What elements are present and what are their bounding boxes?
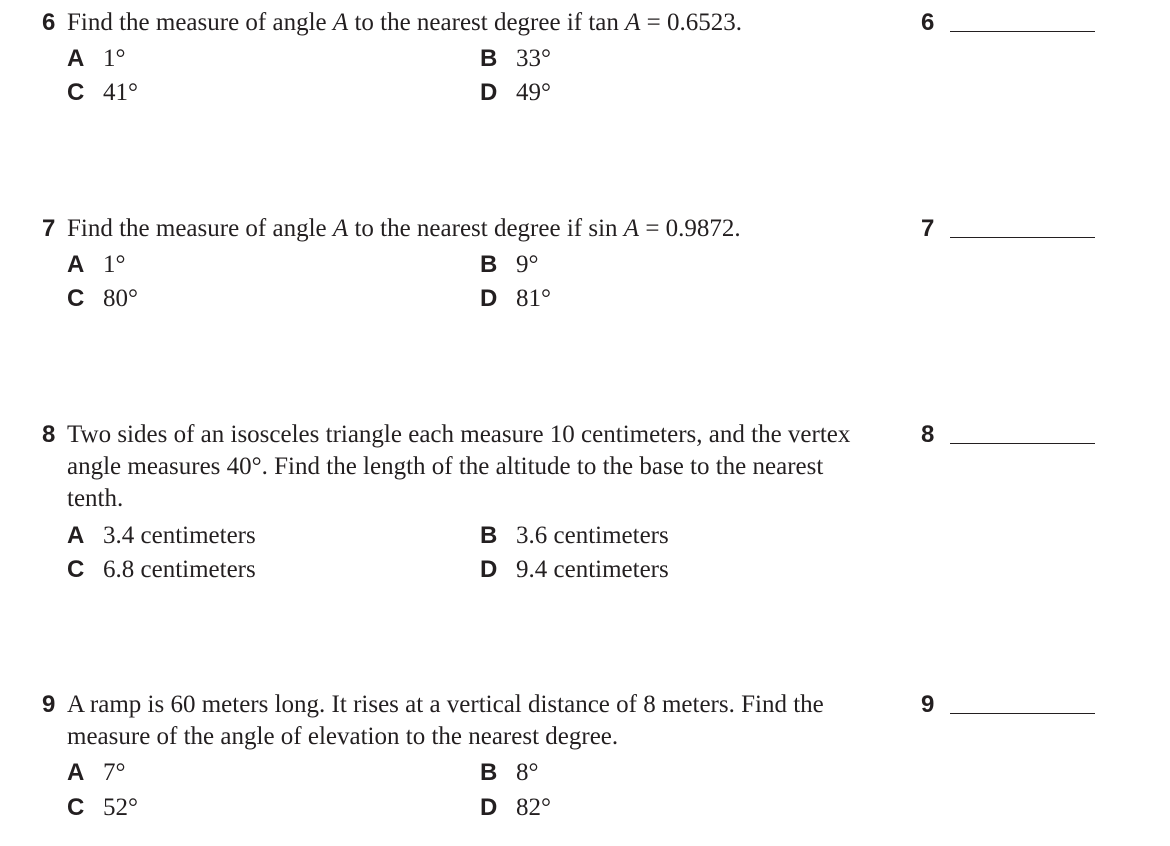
question-text: Two sides of an isosceles triangle each measure 10 centimeters, and the vertex angle measures 40°. Find the length of the altitude to the base to the nearest tenth. bbox=[67, 421, 851, 512]
choice-value: 3.4 centimeters bbox=[103, 522, 256, 549]
choice-letter: D bbox=[480, 79, 498, 106]
choice-value: 52° bbox=[103, 794, 138, 821]
choice-a bbox=[67, 249, 126, 281]
choice-b bbox=[480, 249, 539, 281]
question-text: Find the measure of angle A to the nearest degree if tan A = 0.6523. bbox=[67, 9, 743, 36]
choice-a bbox=[67, 43, 126, 75]
choice-d bbox=[480, 283, 551, 315]
choice-value: 7° bbox=[103, 759, 126, 786]
question-text: A ramp is 60 meters long. It rises at a vertical distance of 8 meters. Find the measure of the angle of elevation to the nearest degree. bbox=[67, 691, 824, 750]
choice-b bbox=[480, 757, 539, 789]
choice-value: 9° bbox=[516, 251, 539, 278]
question-6 bbox=[42, 7, 1152, 117]
choice-value: 41° bbox=[103, 79, 138, 106]
choice-letter: C bbox=[67, 79, 85, 106]
question-7 bbox=[42, 213, 1152, 323]
choice-letter: C bbox=[67, 556, 85, 583]
angle-variable: A bbox=[623, 215, 640, 242]
choice-value: 9.4 centimeters bbox=[516, 556, 669, 583]
choice-c bbox=[67, 77, 138, 109]
choice-value: 1° bbox=[103, 251, 126, 278]
choice-value: 33° bbox=[516, 45, 551, 72]
choice-c bbox=[67, 283, 138, 315]
choice-letter: B bbox=[480, 759, 498, 786]
choice-letter: B bbox=[480, 251, 498, 278]
question-number: 8 bbox=[42, 421, 56, 448]
choice-d bbox=[480, 554, 669, 586]
choice-letter: A bbox=[67, 759, 85, 786]
choice-c bbox=[67, 554, 256, 586]
choice-letter: A bbox=[67, 251, 85, 278]
choice-d bbox=[480, 77, 551, 109]
question-text: Find the measure of angle A to the nearest degree if sin A = 0.9872. bbox=[67, 215, 741, 242]
answer-blank[interactable] bbox=[950, 713, 1095, 714]
choice-b bbox=[480, 43, 551, 75]
choice-c bbox=[67, 792, 138, 824]
answer-blank[interactable] bbox=[950, 237, 1095, 238]
choice-value: 1° bbox=[103, 45, 126, 72]
choice-letter: C bbox=[67, 285, 85, 312]
choice-letter: D bbox=[480, 556, 498, 583]
choice-letter: B bbox=[480, 45, 498, 72]
choice-letter: C bbox=[67, 794, 85, 821]
choice-letter: A bbox=[67, 45, 85, 72]
choice-value: 82° bbox=[516, 794, 551, 821]
choice-letter: D bbox=[480, 794, 498, 821]
choice-value: 49° bbox=[516, 79, 551, 106]
angle-variable: A bbox=[625, 9, 641, 36]
choice-value: 81° bbox=[516, 285, 551, 312]
question-8 bbox=[42, 419, 1152, 594]
question-9 bbox=[42, 689, 1152, 834]
answer-blank[interactable] bbox=[950, 443, 1095, 444]
answer-number: 7 bbox=[921, 215, 935, 242]
answer-number: 8 bbox=[921, 421, 935, 448]
choice-b bbox=[480, 520, 669, 552]
choice-value: 6.8 centimeters bbox=[103, 556, 256, 583]
choice-value: 8° bbox=[516, 759, 539, 786]
choice-letter: A bbox=[67, 522, 85, 549]
choice-value: 80° bbox=[103, 285, 138, 312]
angle-variable: A bbox=[332, 215, 349, 242]
question-number: 9 bbox=[42, 691, 56, 718]
choice-d bbox=[480, 792, 551, 824]
choice-a bbox=[67, 520, 256, 552]
answer-number: 9 bbox=[921, 691, 935, 718]
choice-value: 3.6 centimeters bbox=[516, 522, 669, 549]
answer-number: 6 bbox=[921, 9, 935, 36]
answer-blank[interactable] bbox=[950, 31, 1095, 32]
angle-variable: A bbox=[332, 9, 349, 36]
choice-letter: D bbox=[480, 285, 498, 312]
question-number: 6 bbox=[42, 9, 56, 36]
choice-a bbox=[67, 757, 126, 789]
question-number: 7 bbox=[42, 215, 56, 242]
choice-letter: B bbox=[480, 522, 498, 549]
